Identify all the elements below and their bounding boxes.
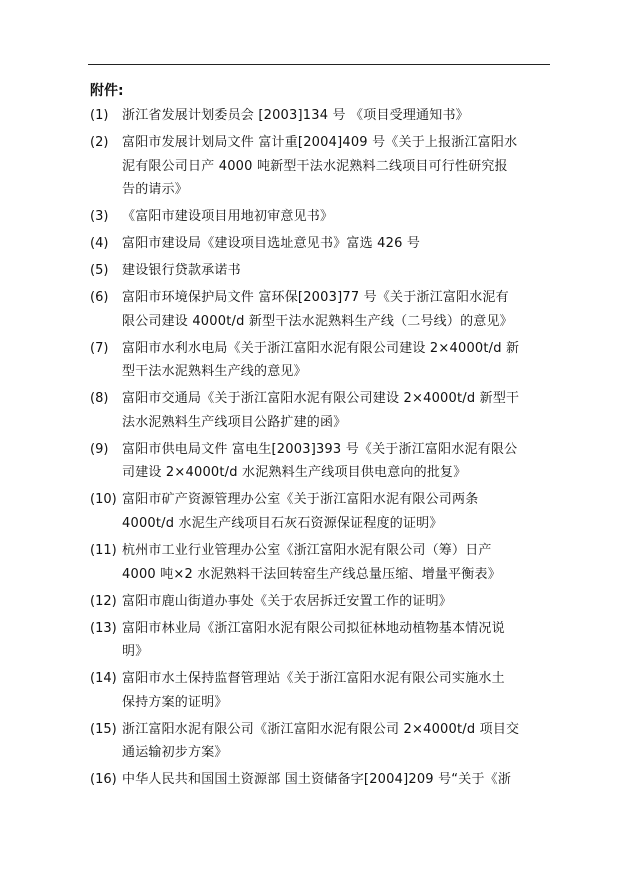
attachments-heading: 附件: xyxy=(90,83,124,99)
list-item xyxy=(90,539,550,586)
item-text: 富阳市环境保护局文件 富环保[2003]77 号《关于浙江富阳水泥有 限公司建设 4000t/d 新型干法水泥熟料生产线（二号线）的意见》 xyxy=(122,290,513,329)
list-item xyxy=(90,259,550,283)
item-number: (12) xyxy=(90,593,117,609)
item-text: 浙江省发展计划委员会 [2003]134 号 《项目受理通知书》 xyxy=(122,108,469,123)
header-rule xyxy=(88,64,550,65)
item-text: 富阳市交通局《关于浙江富阳水泥有限公司建设 2×4000t/d 新型干 法水泥熟料生产线项目公路扩建的函》 xyxy=(122,391,520,430)
list-item xyxy=(90,337,550,384)
item-number: (5) xyxy=(90,263,109,279)
item-text: 浙江富阳水泥有限公司《浙江富阳水泥有限公司 2×4000t/d 项目交 通运输初步方案》 xyxy=(122,721,520,761)
item-number: (15) xyxy=(90,721,117,737)
item-text: 建设银行贷款承诺书 xyxy=(122,263,241,279)
item-text: 富阳市林业局《浙江富阳水泥有限公司拟征林地动植物基本情况说 明》 xyxy=(122,620,505,660)
list-item xyxy=(90,104,550,128)
item-text: 富阳市矿产资源管理办公室《关于浙江富阳水泥有限公司两条 4000t/d 水泥生产线项目石灰石资源保证程度的证明》 xyxy=(122,492,479,532)
item-text: 富阳市建设局《建设项目选址意见书》富选 426 号 xyxy=(122,236,421,252)
list-item xyxy=(90,438,550,485)
item-text: 富阳市鹿山街道办事处《关于农居拆迁安置工作的证明》 xyxy=(122,593,453,609)
list-item xyxy=(90,667,550,714)
list-item xyxy=(90,387,550,434)
item-text: 富阳市供电局文件 富电生[2003]393 号《关于浙江富阳水泥有限公 司建设 2×4000t/d 水泥熟料生产线项目供电意向的批复》 xyxy=(122,441,518,481)
item-number: (9) xyxy=(90,441,109,457)
item-number: (3) xyxy=(90,209,109,225)
item-text: 中华人民共和国国土资源部 国土资储备字[2004]209 号“关于《浙 xyxy=(122,772,512,788)
item-number: (7) xyxy=(90,340,109,356)
item-text: 富阳市水利水电局《关于浙江富阳水泥有限公司建设 2×4000t/d 新 型干法水泥熟料生产线的意见》 xyxy=(122,340,520,380)
list-item xyxy=(90,488,550,535)
list-item xyxy=(90,286,550,333)
list-item xyxy=(90,590,550,614)
item-text: 杭州市工业行业管理办公室《浙江富阳水泥有限公司（筹）日产 4000 吨×2 水泥熟料干法回转窑生产线总量压缩、增量平衡表》 xyxy=(122,543,501,582)
list-item xyxy=(90,768,550,792)
list-item xyxy=(90,131,550,202)
item-number: (13) xyxy=(90,620,117,636)
item-text: 富阳市水土保持监督管理站《关于浙江富阳水泥有限公司实施水土 保持方案的证明》 xyxy=(122,671,505,710)
item-number: (4) xyxy=(90,236,109,252)
item-number: (1) xyxy=(90,108,109,123)
item-text: 《富阳市建设项目用地初审意见书》 xyxy=(122,209,334,225)
item-number: (11) xyxy=(90,543,117,558)
list-item xyxy=(90,232,550,256)
item-number: (10) xyxy=(90,492,117,508)
item-number: (14) xyxy=(90,671,117,687)
item-number: (8) xyxy=(90,391,109,407)
item-number: (16) xyxy=(90,772,117,788)
list-item xyxy=(90,617,550,664)
item-number: (2) xyxy=(90,134,109,150)
list-item xyxy=(90,718,550,765)
list-item xyxy=(90,205,550,229)
attachment-list xyxy=(90,104,550,795)
item-number: (6) xyxy=(90,290,109,306)
item-text: 富阳市发展计划局文件 富计重[2004]409 号《关于上报浙江富阳水 泥有限公司日产 4000 吨新型干法水泥熟料二线项目可行性研究报 告的请示》 xyxy=(122,134,518,198)
